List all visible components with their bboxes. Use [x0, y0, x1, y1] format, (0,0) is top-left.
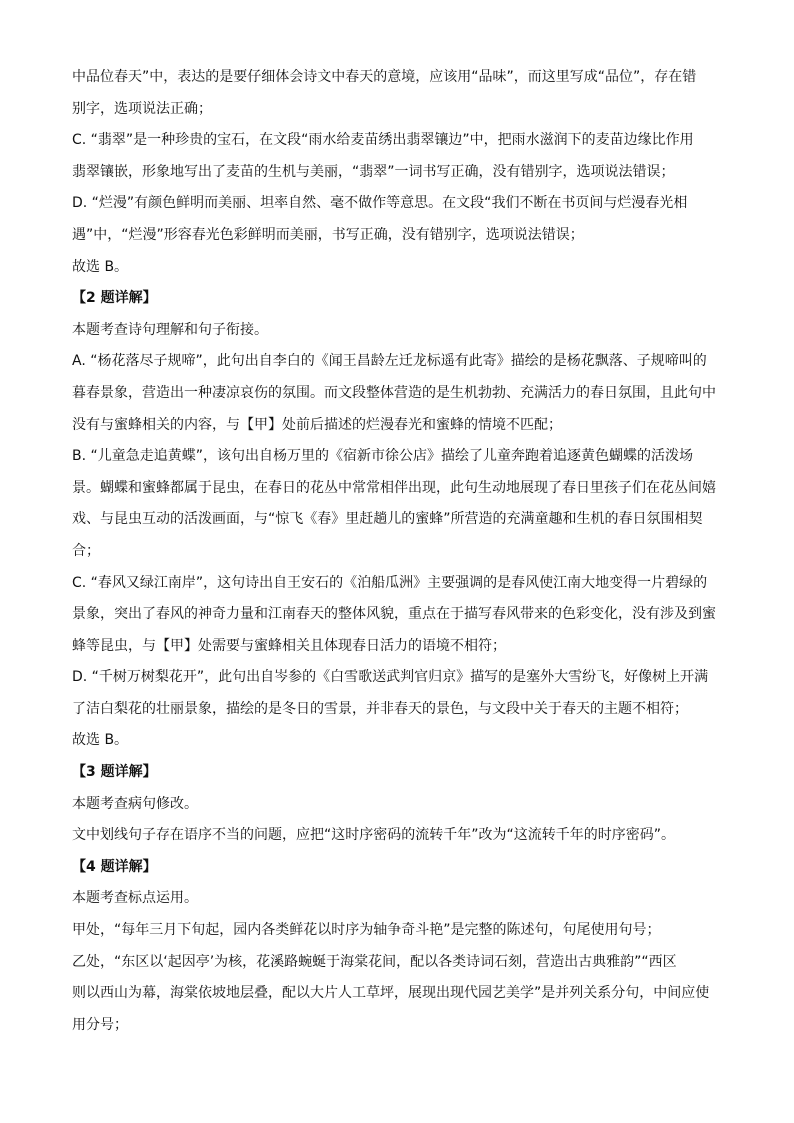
topic-line: 本题考查诗句理解和句子衔接。	[72, 321, 268, 338]
option-c-text: C. “翡翠”是一种珍贵的宝石，在文段“雨水给麦苗绣出翡翠镶边”中，把雨水滋润下的麦苗边缘比作用	[72, 132, 694, 149]
section-heading-q2: 【2 题详解】	[72, 290, 157, 307]
option-d-text: D. “烂漫”有颜色鲜明而美丽、坦率自然、毫不做作等意思。在文段“我们不断在书页间与烂漫春光相	[72, 195, 688, 212]
text-line: 戏、与昆虫互动的活泼画面，与“惊飞《春》里赶趟儿的蜜蜂”所营造的充满童趣和生机的春日氛围相契	[72, 511, 703, 528]
document-page	[72, 62, 732, 1041]
text-line: 暮春景象，营造出一种凄凉哀伤的氛围。而文段整体营造的是生机勃勃、充满活力的春日氛围，且此句中	[72, 384, 716, 401]
text-line: 文中划线句子存在语序不当的问题，应把“这时序密码的流转千年”改为“这流转千年的时序密码”。	[72, 827, 676, 844]
option-d-text: D. “千树万树梨花开”，此句出自岑参的《白雪歌送武判官归京》描写的是塞外大雪纷飞，好像树上开满	[72, 669, 709, 686]
text-line: 乙处，“东区以‘起因亭’为核，花溪路蜿蜒于海棠花间，配以各类诗词石刻，营造出古典雅韵”“西区	[72, 953, 677, 970]
text-line: 遇”中，“烂漫”形容春光色彩鲜明而美丽，书写正确，没有错别字，选项说法错误；	[72, 226, 584, 243]
option-c-text: C. “春风又绿江南岸”，这句诗出自王安石的《泊船瓜洲》主要强调的是春风使江南大地变得一片碧绿的	[72, 574, 708, 591]
topic-line: 本题考查标点运用。	[72, 890, 198, 907]
text-line: 没有与蜜蜂相关的内容，与【甲】处前后描述的烂漫春光和蜜蜂的情境不匹配；	[72, 416, 562, 433]
answer-line: 故选 B。	[72, 732, 129, 749]
text-line: 翡翠镶嵌，形象地写出了麦苗的生机与美丽，“翡翠”一词书写正确，没有错别字，选项说法错误；	[72, 163, 675, 180]
option-a-text: A. “杨花落尽子规啼”，此句出自李白的《闻王昌龄左迁龙标遥有此寄》描绘的是杨花飘落、子规啼叫的	[72, 353, 707, 370]
section-heading-q4: 【4 题详解】	[72, 858, 157, 875]
option-b-text: B. “儿童急走追黄蝶”，该句出自杨万里的《宿新市徐公店》描绘了儿童奔跑着追逐黄色蝴蝶的活泼场	[72, 448, 694, 465]
topic-line: 本题考查病句修改。	[72, 795, 198, 812]
text-line: 了洁白梨花的壮丽景象，描绘的是冬日的雪景，并非春天的景色，与文段中关于春天的主题不相符；	[72, 700, 688, 717]
text-line: 景。蝴蝶和蜜蜂都属于昆虫，在春日的花丛中常常相伴出现，此句生动地展现了春日里孩子们在花丛间嬉	[72, 479, 716, 496]
text-line: 景象，突出了春风的神奇力量和江南春天的整体风貌，重点在于描写春风带来的色彩变化，没有涉及到蜜	[72, 606, 716, 623]
text-line: 甲处，“每年三月下旬起，园内各类鲜花以时序为轴争奇斗艳”是完整的陈述句，句尾使用句号；	[72, 922, 661, 939]
text-line: 蜂等昆虫，与【甲】处需要与蜜蜂相关且体现春日活力的语境不相符；	[72, 637, 506, 654]
text-line: 中品位春天”中，表达的是要仔细体会诗文中春天的意境，应该用“品味”，而这里写成“品位”，存在错	[72, 69, 697, 85]
text-line: 合；	[72, 542, 100, 559]
text-line: 别字，选项说法正确；	[72, 100, 212, 117]
text-line: 则以西山为幕，海棠依坡地层叠，配以大片人工草坪，展现出现代园艺美学”是并列关系分句，中间应使	[72, 985, 710, 1002]
answer-line: 故选 B。	[72, 258, 129, 275]
section-heading-q3: 【3 题详解】	[72, 764, 157, 781]
text-line: 用分号；	[72, 1016, 128, 1033]
